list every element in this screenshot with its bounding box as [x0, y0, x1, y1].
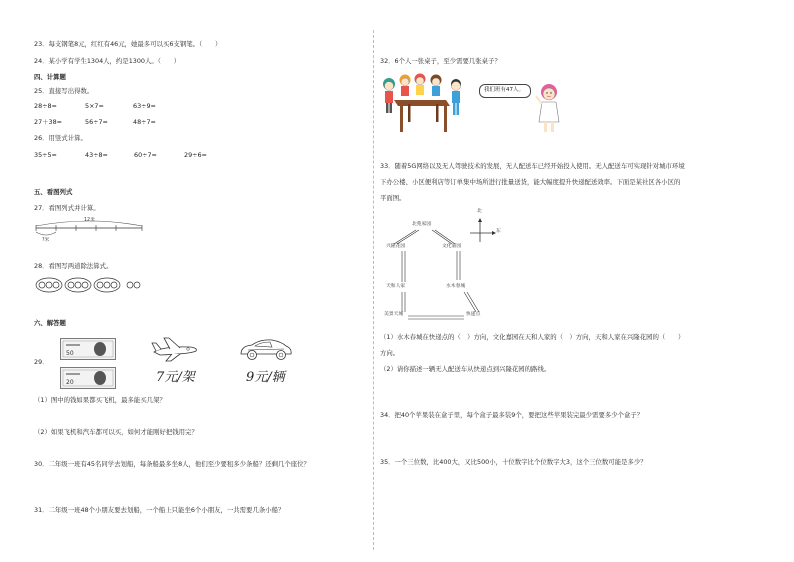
plane-price: 7元/架 — [156, 370, 195, 385]
question-34: 34．把40个苹果装在盒子里，每个盒子最多装9个，要把这些苹果装完最少需要多少个盒子？ — [380, 411, 644, 419]
section-6-title: 六、解答题 — [34, 319, 66, 327]
map-label-tianhe: 天和人家 — [386, 284, 406, 289]
child-figure — [431, 75, 442, 97]
question-33-line-2: 下办公楼、小区便利店等订单集中场所进行批量送货，能大幅度提升快递配送效率。下面是某社区各小区的 — [380, 178, 681, 186]
children-table-illustration — [380, 70, 480, 136]
question-29-part-1: （1）图中的钱如果都买飞机，最多能买几架？ — [34, 396, 166, 404]
speech-bubble — [479, 84, 531, 98]
vertical-calc-item: 29÷6= — [184, 151, 207, 159]
svg-text:50: 50 — [66, 350, 74, 357]
question-35: 35．一个三位数，比400大，又比500小，十位数字比个位数字大3，这个三位数可能是多少？ — [380, 458, 647, 466]
question-24: 24．某小学有学生1304人，约是1300人。（ ） — [34, 57, 181, 65]
question-33-part-2: （2）请你描述一辆无人配送车从快递点到兴隆花园的路线。 — [380, 365, 551, 373]
question-32: 32．6个人一张桌子，至少需要几张桌子？ — [380, 57, 501, 65]
column-divider — [373, 30, 374, 550]
question-29-part-2: （2）如果飞机和汽车都可以买，如何才能刚好把钱用完？ — [34, 428, 198, 436]
section-4-title: 四、计算题 — [34, 73, 66, 81]
question-33-part-1-cont: 方向。 — [380, 349, 400, 357]
map-label-kuaidi: 快递点 — [466, 312, 481, 317]
question-30: 30．二年级一班有45名同学去划船，每条船最多坐8人，他们至少要租多少条船？还剩几个座位？ — [34, 460, 310, 468]
vertical-calc-item: 60÷7= — [134, 151, 157, 159]
question-23: 23．每支钢笔8元，红红有46元，她最多可以买6支钢笔。（ ） — [34, 40, 222, 48]
vertical-calc-item: 43÷8= — [85, 151, 108, 159]
calc-item: 63÷9= — [133, 102, 156, 110]
svg-text:20: 20 — [66, 379, 74, 386]
circle-groups — [34, 276, 144, 294]
question-33-line-3: 平面图。 — [380, 194, 406, 202]
car-price: 9元/辆 — [246, 370, 285, 385]
question-28: 28．看图写两道除法算式。 — [34, 262, 113, 270]
section-5-title: 五、看图列式 — [34, 188, 73, 196]
calc-item: 56÷7= — [85, 118, 108, 126]
child-figure — [451, 79, 461, 115]
banknote-50 — [60, 338, 116, 360]
calc-item: 5×7= — [85, 102, 104, 110]
question-31: 31．二年级一班48个小朋友要去划船，一个船上只能坐6个小朋友，一共需要几条小船？ — [34, 506, 285, 514]
map-label-north: 北 — [477, 209, 482, 214]
map-label-wenhua: 文化嘉园 — [442, 244, 462, 249]
community-map — [380, 208, 520, 326]
vertical-calc-item: 35÷5= — [34, 151, 57, 159]
child-figure — [383, 78, 395, 113]
question-33-line-1: 33．随着5G网络以及无人驾驶技术的发展，无人配送车已经开始投入使用。无人配送车可实现针对城市环境 — [380, 162, 685, 170]
calc-item: 28÷8= — [34, 102, 57, 110]
bar-diagram — [34, 218, 144, 246]
question-26: 26．用竖式计算。 — [34, 134, 87, 142]
north-arrow-icon — [478, 218, 482, 222]
child-figure — [400, 75, 411, 97]
child-figure — [415, 74, 426, 96]
map-label-east: 东 — [496, 229, 501, 234]
bar-total-label: 12米 — [84, 218, 95, 223]
map-label-xinglong: 兴隆花园 — [386, 244, 406, 249]
question-27: 27．看图列式并计算。 — [34, 204, 100, 212]
teacher-girl-icon — [534, 82, 564, 134]
toy-car-icon — [238, 336, 294, 362]
question-25: 25．直接写出得数。 — [34, 87, 94, 95]
airplane-toy-icon — [150, 336, 200, 362]
banknote-20 — [60, 367, 116, 389]
table-icon — [394, 100, 450, 132]
circle-group — [127, 282, 140, 288]
circle-group — [94, 278, 120, 292]
calc-item: 48÷7= — [133, 118, 156, 126]
bar-part-label: ?米 — [42, 238, 50, 243]
question-29-number: 29． — [34, 358, 49, 366]
question-33-part-1: （1）水木春城在快递点的（ ）方向，文化嘉园在天和人家的（ ）方向，天和人家在兴隆花园的（ ） — [380, 333, 685, 341]
map-label-jingyi: 美景天城 — [384, 312, 404, 317]
calc-item: 27＋38= — [34, 118, 63, 126]
circle-group — [65, 278, 91, 292]
map-label-beiyuan: 北苑家园 — [412, 222, 432, 227]
map-label-shuimu: 水木春城 — [446, 284, 466, 289]
speech-text: 我们班有47人。 — [484, 87, 524, 93]
circle-group — [36, 278, 62, 292]
